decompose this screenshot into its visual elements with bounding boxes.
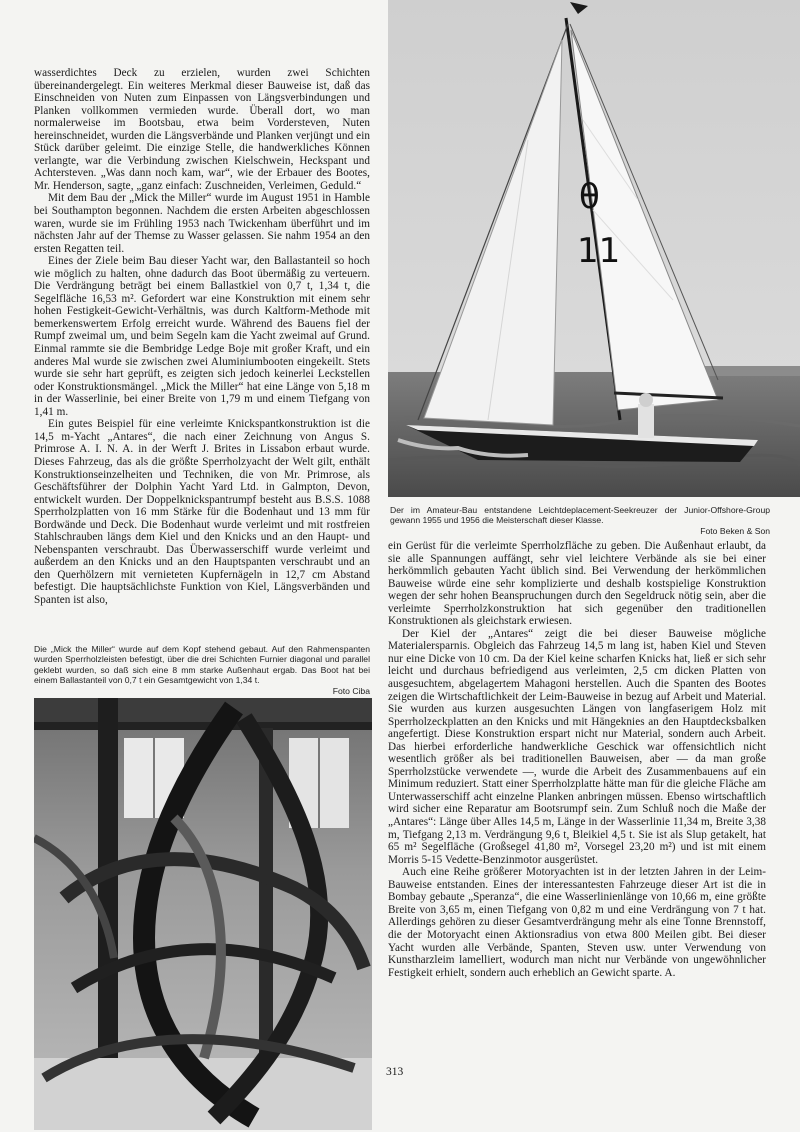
workshop-hull-photo: [34, 698, 372, 1130]
paragraph: wasserdichtes Deck zu erzielen, wurden zwei Schichten übereinandergelegt. Ein weiteres Merkmal dieser Bauweise ist, daß das Einschneiden von Nuten zum Einpassen von Längsverbindungen und Planken vollkommen vermieden wurde. Überall dort, wo man normalerweise im Bootsbau, etwa beim Vordersteven, Nuten hereinschneidet, wurden die Längsverbände und Planken verjüngt und ein Stück darüber geleimt. Die einzige Stelle, die handwerkliches Können verlangte, war die Verbindung zwischen Kielschwein, Heckspant und Achtersteven. „Was dann noch kam, war“, wie der Erbauer des Bootes, Mr. Henderson, sagte, „ganz einfach: Zuschneiden, Verleimen, Geduld.“: [34, 67, 370, 192]
hull-frame-image: [34, 698, 372, 1130]
paragraph: ein Gerüst für die verleimte Sperrholzfläche zu geben. Die Außenhaut erlaubt, da sie alle Spannungen auffängt, sehr viel leichtere Verbände als sie bei einer herkömmlich gebauten Yacht üblich sind. Bei Verwendung der herkömmlichen Bauweise würde eine sehr komplizierte und deshalb kostspielige Konstruktion wegen der sehr hohen Beanspruchungen durch den Segeldruck nötig sein, aber die verleimte Sperrholzkonstruktion hat sich gegenüber den traditionellen Konstruktionen als gleichstark erwiesen.: [388, 540, 766, 628]
photo-credit: Foto Beken & Son: [700, 525, 770, 536]
caption-text: Die „Mick the Miller“ wurde auf dem Kopf stehend gebaut. Auf den Rahmenspanten wurden Sperrholzleisten befestigt, über die drei Schichten Furnier diagonal und parallel geklebt wurden, so daß sich eine 8 mm starke Außenhaut ergab. Das Boot hat bei einem Ballastanteil von 0,7 t ein Gesamtgewicht von 1,34 t.: [34, 644, 370, 686]
sailboat-image: [388, 0, 800, 497]
sailboat-photo: [388, 0, 800, 497]
paragraph: Auch eine Reihe größerer Motoryachten ist in der letzten Jahren in der Leim-Bauweise entstanden. Eines der interessantesten Fahrzeuge dieser Art ist die in Bombay gebaute „Speranza“, die eine Wasserlinienlänge von 10,66 m, eine größte Breite von 3,65 m, einen Tiefgang von 0,82 m und eine Verdrängung von 7 t hat. Allerdings gehören zu dieser Gesamtverdrängung mehr als eine Tonne Brennstoff, die der Motoryacht einen Aktionsradius von etwa 800 Meilen gibt. Bei dieser Yacht wurden alle Verbände, Spanten, Steven usw. unter Verwendung von Kunstharzleim lamelliert, wodurch man nicht nur Verbände von ungewöhnlicher Festigkeit erhielt, sondern auch erheblich an Gewicht sparte. A.: [388, 866, 766, 979]
page-number: 313: [386, 1066, 404, 1078]
sail-number-top: θ: [579, 177, 600, 217]
paragraph: Eines der Ziele beim Bau dieser Yacht war, den Ballastanteil so hoch wie möglich zu halten, ohne dadurch das Boot übermäßig zu verteuern. Die Verdrängung beträgt bei einem Ballastkiel von 0,7 t, 1,34 t, die Segelfläche 16,53 m². Gefordert war eine Konstruktion mit einem sehr hohen Festigkeit-Gewicht-Verhältnis, was durch Kaltform-Methode mit bemerkenswertem Erfolg erreicht wurde. Während des Bauens fiel der Rumpf zweimal um, und beim Segeln kam die Yacht zweimal auf Grund. Einmal rammte sie die Bembridge Ledge Boje mit großer Kraft, und ein anderes Mal wurde sie zwischen zwei Aluminiumbooten eingekeilt. Stets wurde sie sehr hart geprüft, es zeigten sich jedoch keinerlei Leckstellen oder Konstruktionsmängel. „Mick the Miller“ hat eine Länge von 5,18 m in der Wasserlinie, bei einer Breite von 1,79 m und einem Tiefgang von 1,41 m.: [34, 255, 370, 418]
right-column-text: [388, 540, 766, 979]
paragraph: Ein gutes Beispiel für eine verleimte Knickspantkonstruktion ist die 14,5 m-Yacht „Antares“, die nach einer Zeichnung von Angus S. Primrose A. I. N. A. in der Werft J. Brites in Lissabon erbaut wurde. Dieses Fahrzeug, das als die größte Sperrholzyacht der Welt gilt, enthält Konstruktionseinzelheiten und Techniken, die von Mr. Primrose, als Geschäftsführer der Dolphin Yacht Yard Ltd. in Galmpton, Devon, entwickelt wurden. Der Doppelknickspantrumpf besteht aus B.S.S. 1088 Sperrholzplatten von 16 mm Stärke für die Bodenhaut und 13 mm für Bordwände und Deck. Die Bodenhaut wurde verleimt und mit rostfreien Stahlschrauben längs dem Kiel und den Knicks und an den Haupt- und Nebenspanten verschraubt. Das Überwasserschiff wurde verleimt und außerdem an den Knicks und an den Hauptspanten verschraubt und an den Querhölzern mit vernieteten Kupfernägeln in 12,7 cm Abstand befestigt. Die hauptsächlichste Funktion von Kiel, Längsverbänden und Spanten ist also,: [34, 418, 370, 606]
paragraph: Mit dem Bau der „Mick the Miller“ wurde im August 1951 in Hamble bei Southampton begonnen. Nachdem die ersten Arbeiten abgeschlossen waren, wurde sie im Frühling 1953 nach Twickenham überführt und im nächsten Jahr auf der Themse zu Wasser gelassen. Sie nahm 1954 an den ersten Regatten teil.: [34, 192, 370, 255]
sailboat-photo-caption: [390, 505, 770, 536]
caption-text: Der im Amateur-Bau entstandene Leichtdeplacement-Seekreuzer der Junior-Offshore-Group gewann 1955 und 1956 die Meisterschaft dieser Klasse.: [390, 505, 770, 526]
left-column-text: [34, 67, 370, 607]
sail-number-bottom: 11: [577, 231, 621, 271]
workshop-photo-caption: [34, 644, 370, 696]
paragraph: Der Kiel der „Antares“ zeigt die bei dieser Bauweise mögliche Materialersparnis. Obgleich das Fahrzeug 14,5 m lang ist, haben Kiel und Steven nur eine Dicke von 10 cm. Da der Kiel keine scharfen Knicks hat, ließ er sich sehr leicht und durchaus befriedigend aus verleimten, 2,5 cm dicken Platten von ausgesuchtem, abgelagertem Mahagoni herstellen. Auch die Spanten des Bootes zeigen die Wirtschaftlichkeit der Leim-Bauweise in bezug auf Arbeit und Material. Sie wurden aus kurzen ausgesuchten Längen von langfaserigem Holz mit Sperrholzeckplatten an den Knicks und mit Hängeknies an den Hauptdecksbalken angefertigt. Diese Konstruktion erspart nicht nur Material, sondern auch Arbeit. Das hierbei erforderliche handwerkliche Geschick war offensichtlich nicht wesentlich größer als bei traditionellen Bauweisen, aber — da man große Sperrholzstücke verwendete —, wurde die Arbeit des Zusammenbauens auf ein Minimum reduziert. Statt einer Sperrholzplatte hätte man für die gleiche Fläche am Unterwasserschiff acht einzelne Planken anbringen müssen. Ebenso wirtschaftlich wird sicher eine Reparatur am Bootsrumpf sein. Zum Schluß noch die Maße der „Antares“: Länge über Alles 14,5 m, Länge in der Wasserlinie 11,34 m, Breite 3,38 m, Tiefgang 2,13 m. Verdrängung 9,6 t, Bleikiel 4,5 t. Sie ist als Slup getakelt, hat 65 m² Segelfläche (Großsegel 41,80 m², Vorsegel 23,20 m²) und ist mit einem Morris 5-15 Vedette-Benzinmotor ausgerüstet.: [388, 627, 766, 866]
photo-credit: Foto Ciba: [332, 685, 370, 696]
